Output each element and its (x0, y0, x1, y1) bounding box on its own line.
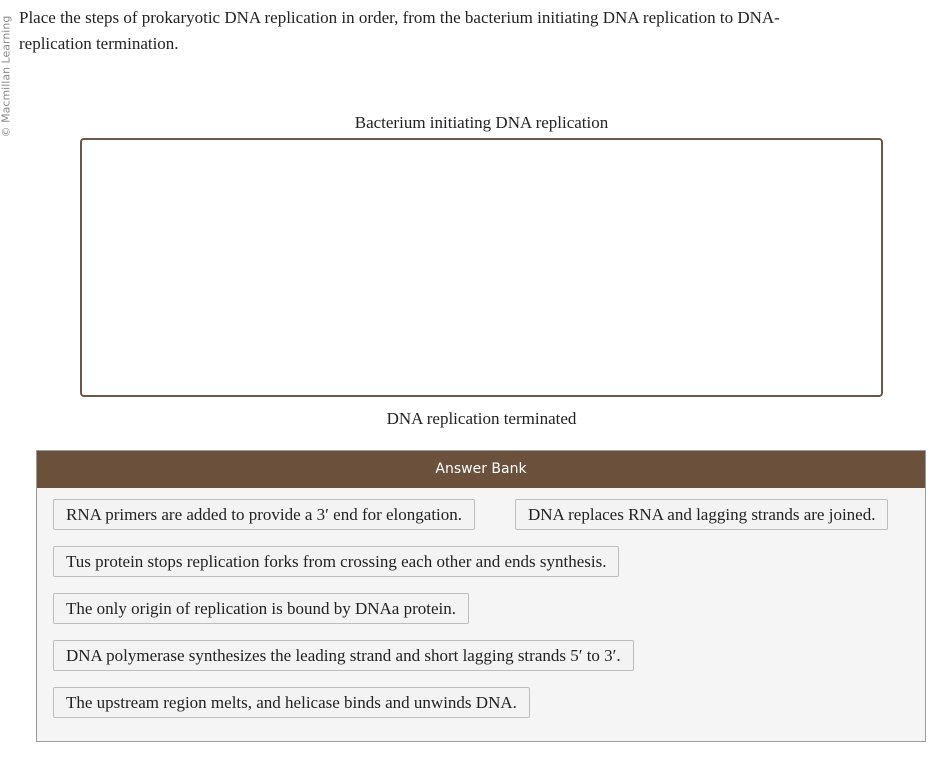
order-start-label: Bacterium initiating DNA replication (354, 113, 609, 132)
question-prompt: Place the steps of prokaryotic DNA replication in order, from the bacterium initiating DNA replication to DNA-replication termination. (19, 8, 780, 53)
answer-chip[interactable]: DNA polymerase synthesizes the leading strand and short lagging strands 5′ to 3′. (53, 640, 634, 671)
answer-chip[interactable]: The only origin of replication is bound by DNAa protein. (53, 593, 469, 624)
answer-bank (36, 450, 926, 742)
ordering-drop-zone[interactable] (80, 138, 883, 397)
answer-chip[interactable]: DNA replaces RNA and lagging strands are joined. (515, 499, 888, 530)
answer-chip[interactable]: RNA primers are added to provide a 3′ end for elongation. (53, 499, 475, 530)
answer-chip[interactable]: Tus protein stops replication forks from crossing each other and ends synthesis. (53, 546, 619, 577)
order-end-label: DNA replication terminated (386, 409, 577, 428)
answer-bank-title: Answer Bank (37, 451, 925, 488)
copyright-watermark: © Macmillan Learning (0, 15, 13, 138)
answer-chip[interactable]: The upstream region melts, and helicase binds and unwinds DNA. (53, 687, 530, 718)
